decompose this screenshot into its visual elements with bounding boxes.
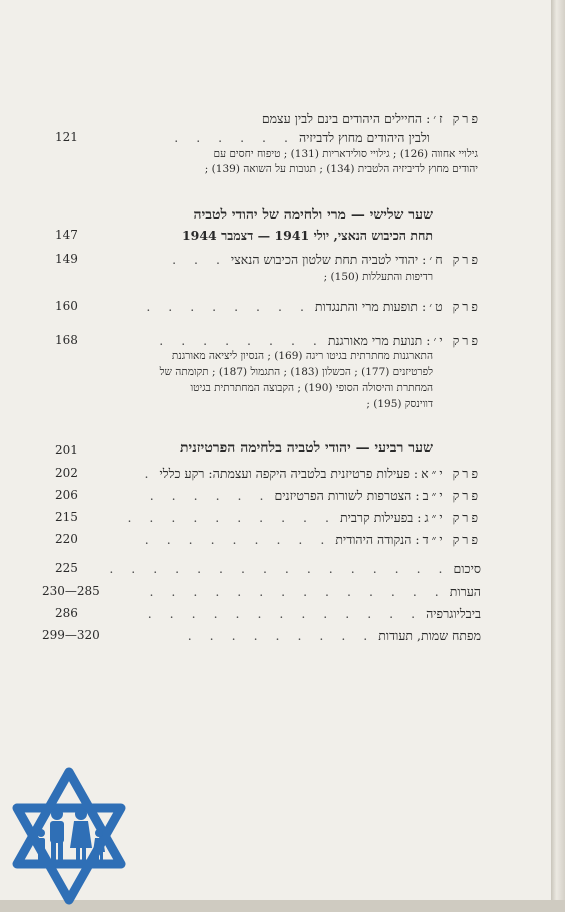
chapter-label: פרק י׳:	[426, 333, 481, 348]
chapter-7-title-line2: ולבין היהודים מחוץ לדביזיה . . . . . .	[174, 130, 430, 145]
chapter-title: יהודי לטביה תחת שלטון הכיבוש הנאצי	[230, 252, 419, 267]
chapter-label: פרק י״ב:	[415, 488, 481, 503]
part-3-subtitle: תחת הכיבוש הנאצי, יולי 1941 — דצמבר 1944	[181, 228, 433, 243]
chapter-title: הנקודה היהודית	[335, 532, 412, 547]
chapter-10-entry: פרק י׳: תנועת מרי מאורגנת . . . . . . . .	[159, 333, 481, 348]
chapter-10-sub3: המחתרת והיסולה הסופי (190) ; הקבוצה המחתרתית בגיטו	[190, 382, 433, 394]
chapter-11-entry: פרק י״א: פעילות פרטיזנית בלטביה היקפה ועצמתה: רקע כללי .	[144, 466, 481, 481]
index-entry: מפתח שמות, תעודות . . . . . . . . .	[187, 628, 481, 643]
page-number: 299—320	[42, 628, 100, 642]
entry-title: מפתח שמות, תעודות	[378, 628, 481, 643]
entry-title: ביבליוגרפיה	[426, 606, 481, 621]
page-number: 215	[55, 510, 78, 524]
page-number: 149	[55, 252, 78, 266]
page-edge	[551, 0, 565, 912]
chapter-label: פרק י״ג:	[417, 510, 481, 525]
chapter-label: פרק י״א:	[413, 466, 481, 481]
page-number: 286	[55, 606, 78, 620]
chapter-12-entry: פרק י״ב: הצטרפות לשורות הפרטיזנים . . . . . .	[149, 488, 481, 503]
chapter-14-entry: פרק י״ד: הנקודה היהודית . . . . . . . . .	[144, 532, 481, 547]
chapter-10-sub1: התארגנות מחתרתית בגיטו ריגה (169) ; הנסיון ליציאה מאורגנת	[171, 350, 433, 362]
page-number: 202	[55, 466, 78, 480]
chapter-title: הצטרפות לשורות הפרטיזנים	[274, 488, 412, 503]
page-number: 160	[55, 299, 78, 313]
page-number: 147	[55, 228, 78, 242]
notes-entry: הערות . . . . . . . . . . . . . .	[149, 584, 481, 599]
chapter-10-sub4: דווינסק (195) ;	[366, 398, 433, 410]
chapter-label: פרק ח׳:	[422, 252, 481, 267]
chapter-title: פעילות פרטיזנית בלטביה היקפה ועצמתה: רקע כללי	[159, 466, 410, 481]
page-number: 225	[55, 561, 78, 575]
chapter-7-sub2: יהודים מחוץ לדיביזיה הלטבית (134) ; תגובות על השואה (139) ;	[204, 163, 478, 175]
chapter-title: תנועת מרי מאורגנת	[327, 333, 423, 348]
page-number: 230—285	[42, 584, 100, 598]
page-number: 220	[55, 532, 78, 546]
entry-title: סיכום	[453, 561, 481, 576]
part-3-title: שער שלישי — מרי ולחימה של יהודי לטביה	[193, 207, 433, 223]
chapter-13-entry: פרק י״ג: בפעילות קרבית . . . . . . . . . .	[127, 510, 481, 525]
page-number: 201	[55, 443, 78, 457]
part-4-title: שער רביעי — יהודי לטביה בלחימה הפרטיזנית	[180, 440, 433, 456]
entry-title: הערות	[449, 584, 481, 599]
chapter-8-entry: פרק ח׳: יהודי לטביה תחת שלטון הכיבוש הנאצי . . .	[172, 252, 481, 267]
chapter-label: פרק י״ד:	[415, 532, 481, 547]
chapter-title: תופעות מרי והתנגדות	[314, 299, 418, 314]
family-star-logo	[8, 766, 130, 906]
chapter-9-entry: פרק ט׳: תופעות מרי והתנגדות . . . . . . . .	[146, 299, 481, 314]
summary-entry: סיכום . . . . . . . . . . . . . . . .	[109, 561, 481, 576]
chapter-title: בפעילות קרבית	[339, 510, 414, 525]
page-number: 121	[55, 130, 78, 144]
chapter-title: החיילים היהודים בינם לבין עצמם	[261, 111, 423, 126]
chapter-label: פרק ט׳:	[421, 299, 481, 314]
chapter-label: פרק ז׳:	[426, 111, 481, 126]
chapter-title-cont: ולבין היהודים מחוץ לדביזיה	[298, 130, 430, 145]
chapter-7-entry	[262, 111, 481, 127]
chapter-10-sub2: לפרטיזנים (177) ; הכשלון (183) ; התגמול (187) ; תקומתה של	[159, 366, 433, 378]
chapter-8-sub1: רדיפות והתעללות (150) ;	[323, 271, 433, 283]
bibliography-entry: ביבליוגרפיה . . . . . . . . . . . . .	[147, 606, 481, 621]
page-number: 206	[55, 488, 78, 502]
page-number: 168	[55, 333, 78, 347]
chapter-7-sub1: גילויי אחווה (126) ; גילויי סולידאריות (131) ; טיפוח יחסים עם	[213, 148, 478, 160]
